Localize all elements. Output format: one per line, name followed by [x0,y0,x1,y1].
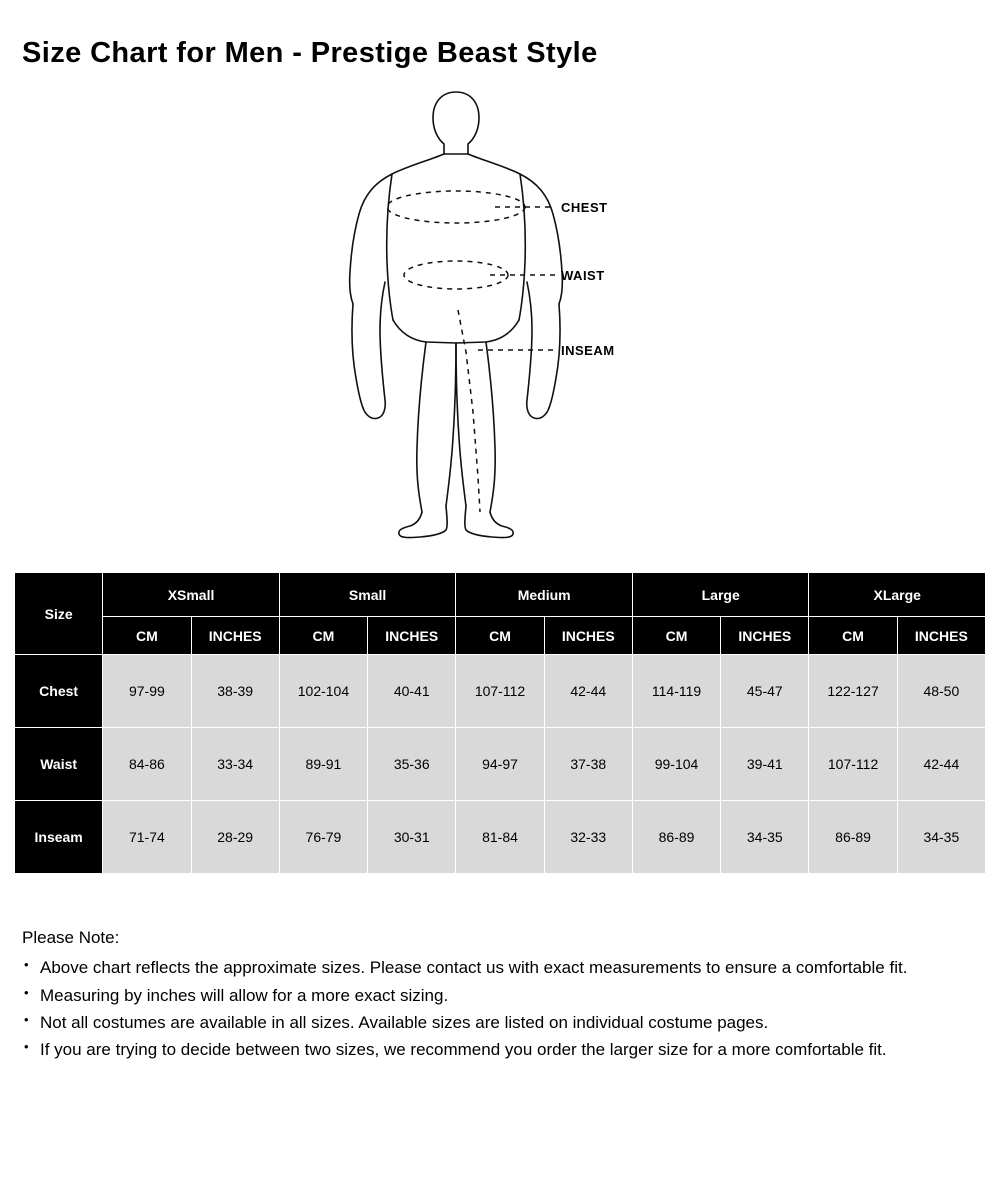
unit-header-xsmall-cm: CM [103,617,191,655]
unit-header-large-inches: INCHES [721,617,809,655]
table-corner-size-label: Size [15,573,103,655]
cell-chest-xlarge-cm: 122-127 [809,655,897,728]
cell-chest-large-cm: 114-119 [632,655,720,728]
notes-heading: Please Note: [22,928,120,947]
cell-inseam-xsmall-cm: 71-74 [103,801,191,874]
notes-list [22,955,982,1063]
unit-header-large-cm: CM [632,617,720,655]
size-header-xlarge: XLarge [809,573,986,617]
callout-label-inseam: INSEAM [561,343,615,358]
cell-chest-xlarge-inches: 48-50 [897,655,985,728]
cell-inseam-xlarge-cm: 86-89 [809,801,897,874]
callout-label-chest: CHEST [561,200,608,215]
unit-header-medium-cm: CM [456,617,544,655]
cell-chest-large-inches: 45-47 [721,655,809,728]
cell-waist-small-inches: 35-36 [368,728,456,801]
size-chart-table [14,572,986,874]
table-header-sizes [15,573,986,617]
cell-chest-xsmall-cm: 97-99 [103,655,191,728]
cell-waist-large-cm: 99-104 [632,728,720,801]
list-item: • Not all costumes are available in all sizes. Available sizes are listed on individual costume pages. [22,1010,982,1036]
body-measurement-diagram [330,82,670,542]
cell-inseam-xlarge-inches: 34-35 [897,801,985,874]
cell-waist-xsmall-inches: 33-34 [191,728,279,801]
unit-header-small-cm: CM [279,617,367,655]
cell-chest-small-cm: 102-104 [279,655,367,728]
cell-inseam-small-inches: 30-31 [368,801,456,874]
list-item: • Measuring by inches will allow for a more exact sizing. [22,983,982,1009]
unit-header-small-inches: INCHES [368,617,456,655]
size-header-xsmall: XSmall [103,573,280,617]
cell-inseam-small-cm: 76-79 [279,801,367,874]
cell-inseam-medium-cm: 81-84 [456,801,544,874]
cell-waist-large-inches: 39-41 [721,728,809,801]
cell-chest-xsmall-inches: 38-39 [191,655,279,728]
cell-inseam-large-cm: 86-89 [632,801,720,874]
size-header-medium: Medium [456,573,633,617]
cell-inseam-medium-inches: 32-33 [544,801,632,874]
male-body-outline-icon [330,82,670,542]
callout-label-waist: WAIST [561,268,605,283]
cell-waist-medium-inches: 37-38 [544,728,632,801]
cell-inseam-large-inches: 34-35 [721,801,809,874]
cell-chest-small-inches: 40-41 [368,655,456,728]
table-row [15,655,986,728]
cell-waist-xlarge-cm: 107-112 [809,728,897,801]
cell-waist-xlarge-inches: 42-44 [897,728,985,801]
table-row [15,728,986,801]
cell-inseam-xsmall-inches: 28-29 [191,801,279,874]
chest-measure-ellipse [387,191,525,223]
unit-header-medium-inches: INCHES [544,617,632,655]
size-header-large: Large [632,573,809,617]
cell-waist-medium-cm: 94-97 [456,728,544,801]
row-label-waist: Waist [15,728,103,801]
unit-header-xlarge-inches: INCHES [897,617,985,655]
list-item: • If you are trying to decide between two sizes, we recommend you order the larger size for a more comfortable fit. [22,1037,982,1063]
cell-waist-xsmall-cm: 84-86 [103,728,191,801]
table-header-units [15,617,986,655]
unit-header-xlarge-cm: CM [809,617,897,655]
cell-chest-medium-inches: 42-44 [544,655,632,728]
notes-section [22,925,982,1065]
inseam-measure-line [458,310,480,512]
unit-header-xsmall-inches: INCHES [191,617,279,655]
page-title: Size Chart for Men - Prestige Beast Style [22,37,598,70]
size-header-small: Small [279,573,456,617]
row-label-inseam: Inseam [15,801,103,874]
cell-waist-small-cm: 89-91 [279,728,367,801]
list-item: • Above chart reflects the approximate sizes. Please contact us with exact measurements to ensure a comfortable fit. [22,955,982,981]
cell-chest-medium-cm: 107-112 [456,655,544,728]
table-row [15,801,986,874]
row-label-chest: Chest [15,655,103,728]
